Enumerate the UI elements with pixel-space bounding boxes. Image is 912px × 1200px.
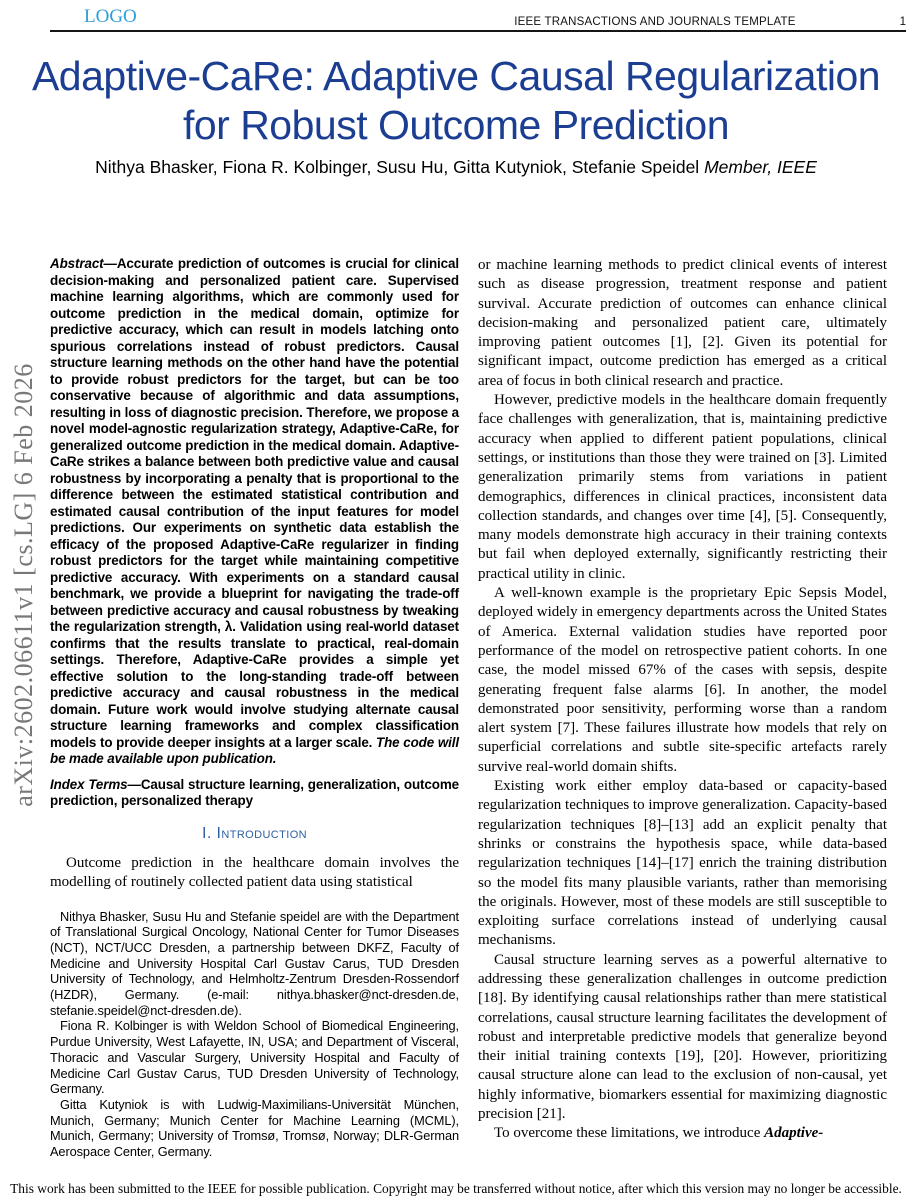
header-rule — [50, 30, 906, 32]
body-paragraph: However, predictive models in the healthcare domain frequently face challenges with generalization, that is, maintaining predictive accuracy when applied to different patient populations, clinical settings, or institutions than those they were trained on [3]. Limited generalization primarily stems from variations in patient demographics, differences in clinical practices, inconsistent data collection standards, and changes over time [4], [5]. Consequently, many models demonstrate high accuracy in their training contexts but fail when deployed externally, significantly restricting their practical utility in clinic. — [478, 392, 887, 582]
page-number: 1 — [899, 16, 906, 28]
adaptive-care-emphasis: Adaptive- — [764, 1125, 824, 1142]
footnote-affiliation-1: Nithya Bhasker, Susu Hu and Stefanie speidel are with the Department of Translational Surgical Oncology, National Center for Tumor Diseases (NCT), NCT/UCC Dresden, a partnership between DKFZ, Faculty of Medicine and University Hospital Carl Gustav Carus, TUD Dresden University of Technology, and Helmholtz-Zentrum Dresden-Rossendorf (HZDR), Germany. (e-mail: nithya.bhasker@nct-dresden.de, stefanie.speidel@nct-dresden.de). — [50, 908, 459, 1018]
author-footnotes — [50, 909, 459, 1160]
submission-notice: This work has been submitted to the IEEE for possible publication. Copyright may be transferred without notice, after which this version may no longer be accessible. — [10, 1181, 902, 1196]
footnote-affiliation-3: Gitta Kutyniok is with Ludwig-Maximilians-Universität München, Munich, Germany; Munich Center for Machine Learning (MCML), Munich, Germany; University of Tromsø, Tromsø, Norway; DLR-German Aerospace Center, Germany. — [50, 1096, 459, 1160]
paper-title — [0, 52, 912, 150]
body-paragraph: A well-known example is the proprietary Epic Sepsis Model, deployed widely in emergency departments across the United States of America. External validation studies have reported poor performance of the model on retrospective patient cohorts. In one case, the model missed 67% of the cases with sepsis, despite generating frequent false alarms [6]. In another, the model demonstrated poor sensitivity, performing worse than a random alert system [7]. These failures illustrate how models that rely on superficial correlations and subtle site-specific artefacts rarely survive real-world domain shifts. — [478, 585, 887, 775]
running-head: IEEE TRANSACTIONS AND JOURNALS TEMPLATE — [514, 16, 796, 28]
paper-title-line1: Adaptive-CaRe: Adaptive Causal Regularization — [31, 53, 881, 99]
body-paragraph: Causal structure learning serves as a powerful alternative to addressing these generalization challenges in outcome prediction [18]. By identifying causal relationships rather than mere statistical correlations, causal structure learning facilitates the development of robust and interpretable predictive models that generalize beyond their initial training contexts [19], [20]. However, prioritizing causal structure alone can lead to the exclusion of non-causal, yet highly informative, biomarkers essential for maximizing diagnostic precision [21]. — [478, 951, 887, 1123]
right-column — [478, 256, 887, 1160]
section-heading-introduction: I. Introduction — [201, 824, 308, 842]
introduction-left-paragraph: Outcome prediction in the healthcare domain involves the modelling of routinely collected patient data using statistical — [50, 854, 459, 890]
left-column — [50, 256, 459, 1160]
index-terms-text: Causal structure learning, generalization, outcome prediction, personalized therapy — [50, 776, 459, 808]
footnote-affiliation-2: Fiona R. Kolbinger is with Weldon School of Biomedical Engineering, Purdue University, West Lafayette, IN, USA; and Department of Visceral, Thoracic and Vascular Surgery, University Hospital and Faculty of Medicine Carl Gustav Carus, TUD Dresden University of Technology, Germany. — [50, 1018, 459, 1097]
index-terms-paragraph — [50, 777, 459, 810]
author-membership: Member, IEEE — [704, 157, 817, 177]
abstract-italic-tail: The code will be made available upon publication. — [50, 734, 459, 766]
body-paragraph: Existing work either employ data-based or capacity-based regularization techniques to improve generalization. Capacity-based regularization techniques [8]–[13] add an explicit penalty that shrinks or constrains the hypothesis space, while data-based regularization techniques [14]–[17] enrich the training distribution so the model fits many plausible variants, rather than memorising the originals. However, most of these models are still susceptible to exploiting surface correlations instead of underlying causal mechanisms. — [478, 778, 888, 949]
arxiv-watermark: arXiv:2602.06611v1 [cs.LG] 6 Feb 2026 — [9, 363, 38, 807]
page-header — [50, 4, 906, 32]
journal-logo: LOGO — [84, 6, 137, 27]
abstract-text: Accurate prediction of outcomes is crucial for clinical decision-making and personalized patient care. Supervised machine learning algorithms, which are commonly used for outcome prediction in the medical domain, optimize for predictive accuracy, which can result in models latching onto spurious correlations instead of robust predictors. Causal structure learning methods on the other hand have the potential to provide robust predictors for the target, but can be too conservative because of algorithmic and data assumptions, resulting in loss of diagnostic precision. Therefore, we propose a novel model-agnostic regularization strategy, Adaptive-CaRe, for generalized outcome prediction in the medical domain. Adaptive-CaRe strikes a balance between both predictive value and causal robustness by incorporating a penalty that is proportional to the difference between the estimated statistical contribution and estimated causal contribution of the input features for model predictions. Our experiments on synthetic data establish the efficacy of the proposed Adaptive-CaRe regularizer in finding robust predictors for the target while maintaining competitive predictive accuracy. With experiments on a standard causal benchmark, we provide a blueprint for navigating the trade-off between predictive accuracy and causal robustness by tweaking the regularization strength, λ. Validation using real-world dataset confirms that the results translate to practical, real-domain settings. Therefore, Adaptive-CaRe provides a simple yet effective solution to the long-standing trade-off between predictive accuracy and causal robustness in the medical domain. Future work would involve studying alternate causal structure learning frameworks and complex classification models to provide deeper insights at a larger scale. — [50, 256, 459, 750]
two-column-body — [50, 256, 887, 1160]
index-terms-label: Index Terms— — [50, 776, 141, 792]
author-names: Nithya Bhasker, Fiona R. Kolbinger, Susu Hu, Gitta Kutyniok, Stefanie Speidel — [95, 157, 705, 177]
abstract-label: Abstract— — [50, 256, 117, 271]
body-paragraph: or machine learning methods to predict clinical events of interest such as disease progression, treatment response and patient survival. Accurate prediction of outcomes can enhance clinical decision-making and personalized patient care, ultimately improving patient outcomes [1], [2]. Given its potential for significant impact, outcome prediction has emerged as a critical area of focus in both clinical research and practice. — [478, 257, 887, 389]
author-line — [0, 157, 912, 178]
body-paragraph-last — [478, 1124, 887, 1143]
body-paragraph-last-text: To overcome these limitations, we introduce — [494, 1125, 765, 1142]
abstract-paragraph — [50, 256, 459, 768]
paper-title-line2: for Robust Outcome Prediction — [182, 102, 730, 148]
